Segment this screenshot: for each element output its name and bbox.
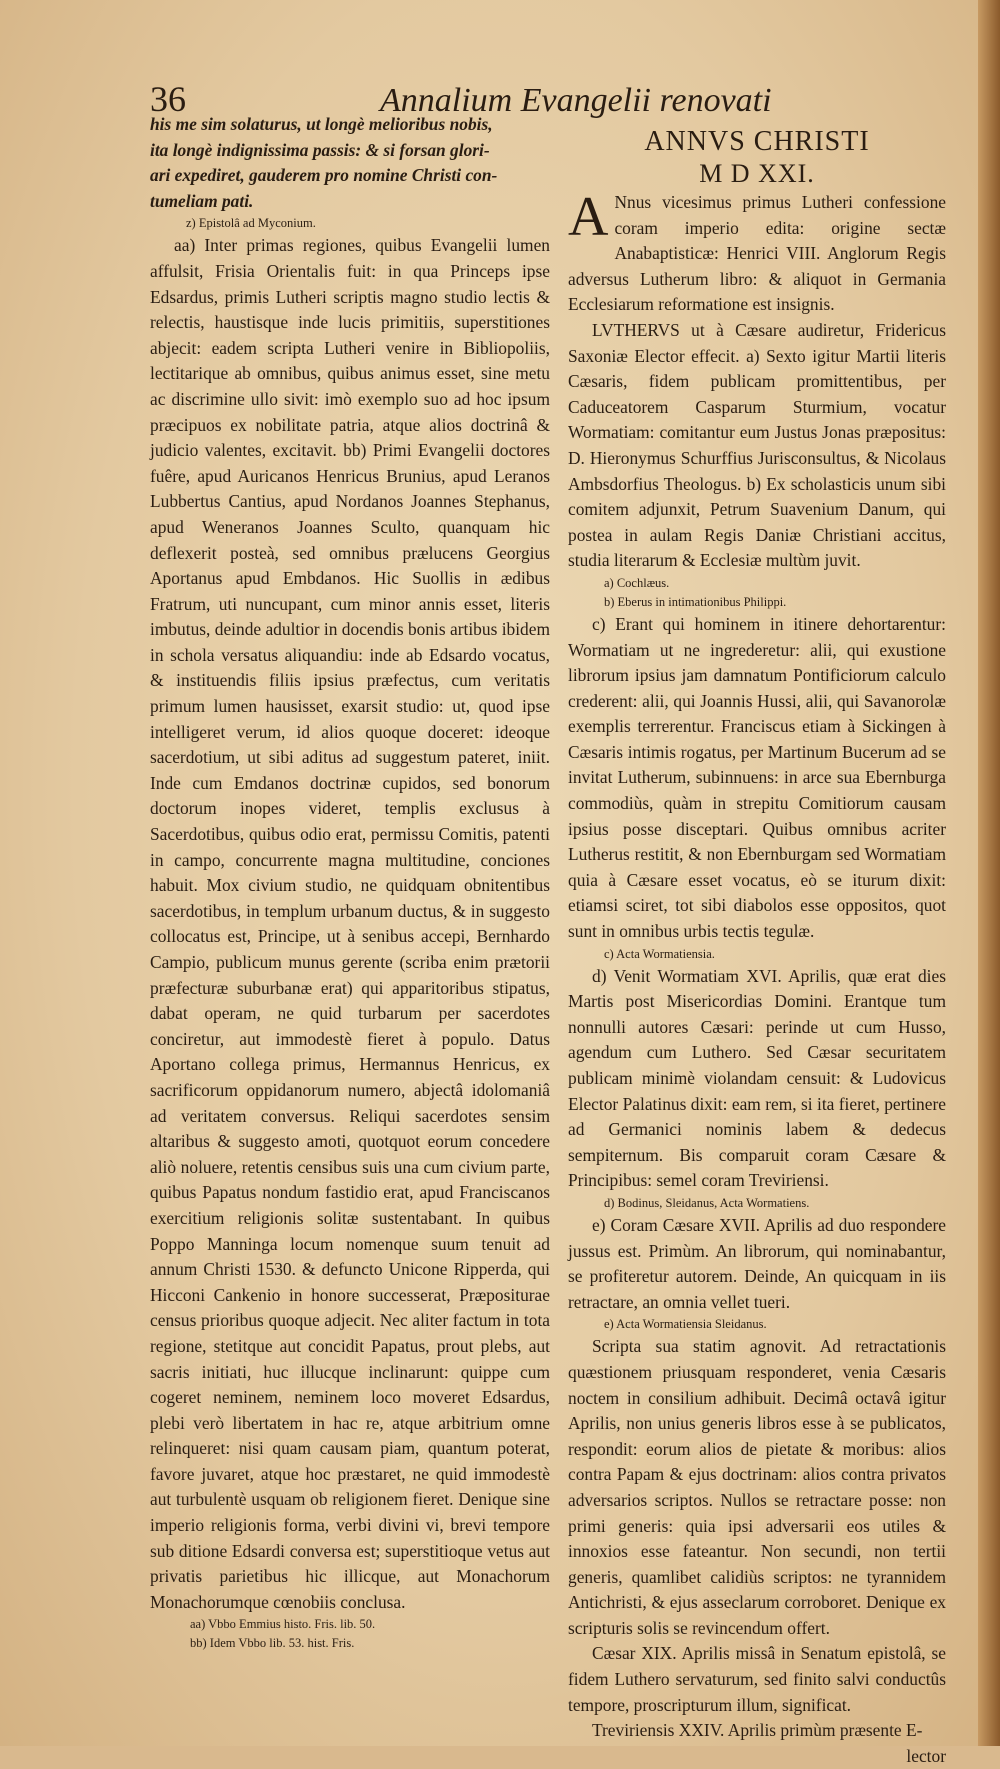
- italic-line: ari expediret, gauderem pro nomine Christi con-: [150, 165, 498, 186]
- footnote-aa: aa) Vbbo Emmius histo. Fris. lib. 50.: [190, 1617, 376, 1632]
- paragraph-aa: aa) Inter primas regiones, quibus Evangelii lumen affulsit, Frisia Orientalis fuit: in qua Princeps ipse Edsardus, primis Lutheri scriptis magno studio lectis & relectis, haustisque inde lucis primitiis, superstitiones abjecit: eadem scripta Lutheri venire in Bibliopoliis, lectitarique ab omnibus, quibus animus esset, sine metu ac discrimine ullo sivit: imò exemplo suo ad hoc ipsum præcipuos ex nobilitate patria, atque alios doctrinâ & judicio valentes, excitavit. bb) Primi Evangelii doctores fuêre, apud Auricanos Henricus Brunius, apud Leranos Lubbertus Cantius, apud Nordanos Joannes Stephanus, apud Weneranos Joannes Sculto, quanquam hic deflexerit posteà, sed omnibus prælucens Georgius Aportanus apud Embdanos. Hic Suollis in ædibus Fratrum, uti nuncupant, cum minor annis esset, literis imbutus, deinde adultior in docendis bonis artibus ibidem in schola versatus aliquandiu: inde ab Edsardo vocatus, & instituendis filiis ipsius præfectus, cum veritatis primum lumen hausisset, exarsit studio: ut, quod ipse intelligeret verum, id alios quoque doceret: ideoque sacerdotium, ut sibi aditus ad suggestum pateret, iniit. Inde cum Emdanos doctrinæ cupidos, sed bonorum doctorum inopes videret, templis exclusus à Sacerdotibus, quibus odio erat, permissu Comitis, patenti in campo, concurrente magna multitudine, conciones habuit. Mox civium studio, ne quidquam obnitentibus sacerdotibus, in templum urbanum ductus, & in suggesto collocatus est, Principe, ut à senibus accepi, Bernhardo Campio, publicum munus gerente (scriba enim prætorii præfecturæ suburbanæ erat) qui apparitoribus stipatus, dabat operam, ne quid turbarum per sacerdotes conciretur, aut immodestè fieret à populo. Datus Aportano collega primus, Hermannus Henricus, ex sacrificorum oppidanorum numero, abjectâ idolomaniâ ad veritatem conversus. Reliqui sacerdotes sensim altaribus & suggesto amoti, quotquot eorum concedere aliò noluere, retentis censibus suis una cum civium parte, quibus Papatus nondum fastidio erat, apud Franciscanos exercitium religionis solitæ sustentabant. In quibus Poppo Manninga locum nomenque suum tenuit ad annum Christi 1530. & defuncto Unicone Ripperda, qui Hicconi Cankenio in honore successerat, Præpositurae census prioribus quoque adjecit. Nec aliter factum in tota regione, stetitque aut concidit Papatus, prout plebs, aut sacris initiati, huc illucque inclinarunt: quippe cum cogeret neminem, neminem loco moveret Edsardus, plebi verò libertatem in hac re, atque arbitrium omne relinqueret: nisi quam causam piam, quantum poterat, favore juvaret, atque hoc præstaret, ne quid immodestè aut turbulentè usquam ob religionem fieret. Denique sine imperio religionis forma, verbi divini vi, brevi tempore sub ditione Edsardi conversa est; superstitioque vetus aut privatis parietibus hic illicque, aut Monachorum Monachorumque cœnobiis conclusa.: [150, 235, 550, 1612]
- paragraph-e: e) Coram Cæsare XVII. Aprilis ad duo respondere jussus est. Primùm. An librorum, qui nominabantur, se profiteretur autorem. Deinde, An quicquam in iis retractare, an omnia vellet tueri.: [568, 1214, 946, 1312]
- paragraph-luther: LVTHERVS ut à Cæsare audiretur, Fridericus Saxoniæ Elector effecit. a) Sexto igitur Martii literis Cæsaris, fidem publicam promittentibus, per Caduceatorem Casparum Sturmium, vocatur Wormatiam: comitantur eum Justus Jonas præpositus: D. Hieronymus Schurffius Jurisconsultus, & Nicolaus Ambsdorfius Theologus. b) Ex scholasticis unum sibi comitem adjunxit, Petrum Suavenium Danum, qui postea in aulam Regis Daniæ Christiani accitus, studia literarum & Ecclesiæ multùm juvit.: [568, 319, 946, 571]
- running-title: Annalium Evangelii renovati: [380, 82, 772, 119]
- year-heading: [568, 126, 946, 190]
- footnote-bb: bb) Idem Vbbo lib. 53. hist. Fris.: [190, 1636, 355, 1651]
- footnote-b: b) Eberus in intimationibus Philippi.: [604, 594, 787, 609]
- italic-line: ita longè indignissima passis: & si forsan glori-: [150, 139, 490, 160]
- footnote-a: a) Cochlæus.: [604, 575, 670, 590]
- year-heading-line1: ANNVS CHRISTI: [644, 126, 870, 157]
- paragraph-treviriensis: Treviriensis XXIV. Aprilis primùm præsente E-: [592, 1720, 923, 1741]
- drop-cap: A: [568, 186, 609, 248]
- italic-line: his me sim solaturus, ut longè melioribus nobis,: [150, 114, 493, 134]
- paragraph-d: d) Venit Wormatiam XVI. Aprilis, quæ erat dies Martis post Misericordias Domini. Erantque tum nonnulli autores Cæsari: perinde ut cum Husso, agendum cum Luthero. Sed Cæsar securitatem publicam minimè violandam censuit: & Ludovicus Elector Palatinus dixit: eam rem, si ita fieret, pertinere ad Germanici nominis labem & dedecus sempiternum. Bis comparuit coram Cæsare & Principibus: semel coram Treviriensi.: [568, 965, 946, 1191]
- page-number: 36: [150, 79, 186, 119]
- intro-paragraph: [568, 186, 946, 318]
- footnote-d: d) Bodinus, Sleidanus, Acta Wormatiens.: [604, 1195, 810, 1210]
- intro-text: Nnus vicesimus primus Lutheri confessione coram imperio edita: origine sectæ Anabaptisticæ: Henrici VIII. Anglorum Regis adversus Lutherum libro: & aliquot in Germania Ecclesiarum reformatione est insignis.: [568, 192, 946, 315]
- left-column: [150, 112, 550, 1653]
- footnote-c: c) Acta Wormatiensia.: [604, 946, 715, 961]
- paragraph-scripta: Scripta sua statim agnovit. Ad retractationis quæstionem priusquam responderet, venia Cæsaris noctem in consilium adhibuit. Decimâ octavâ igitur Aprilis, non unius generis libros esse à se publicatos, respondit: eorum alios de pietate & moribus: alios contra Papam & ejus doctrinam: alios contra privatos adversarios scriptos. Nullos se retractare posse: non primi generis: quia ipsi adversarii eos utiles & innoxios esse fateantur. Non secundi, non tertii generis, quamlibet calidiùs scriptos: ne tyrannidem Antichristi, & ejus asseclarum corroboret. Denique ex scripturis solis se revincendum offert.: [568, 1336, 946, 1638]
- footnote-z: z) Epistolâ ad Myconium.: [186, 216, 316, 231]
- catchword: lector: [906, 1745, 946, 1766]
- paragraph-c: c) Erant qui hominem in itinere dehortarentur: Wormatiam ut ne ingrederetur: alii, qui exustione librorum ipsius jam damnatum Pontificiorum calculo crederent: alii, qui Joannis Hussi, alii, qui Savanorolæ exemplis terrerentur. Franciscus etiam à Sickingen à Cæsaris intimis rogatus, per Martinum Bucerum ad se invitat Lutherum, subinnuens: in arce sua Ebernburga commodiùs, quàm in strepitu Comitiorum causam ipsius posse disceptari. Quibus omnibus acriter Lutherus restitit, & non Ebernburgam sed Wormatiam quia à Cæsare esset vocatus, eò se iturum dixit: etiamsi sciret, tot sibi diabolos esse oppositos, quot sunt in omnibus urbis tectis tegulæ.: [568, 613, 946, 942]
- page-edge: [978, 0, 1000, 1746]
- footnote-e: e) Acta Wormatiensia Sleidanus.: [604, 1317, 767, 1332]
- italic-line: tumeliam pati.: [150, 190, 254, 211]
- year-heading-line2: M D XXI.: [699, 159, 815, 188]
- right-column: [568, 126, 946, 1769]
- paragraph-caesar: Cæsar XIX. Aprilis missâ in Senatum epistolâ, se fidem Luthero servaturum, sed finito salvi conductûs tempore, proscripturum illum, significat.: [568, 1643, 946, 1715]
